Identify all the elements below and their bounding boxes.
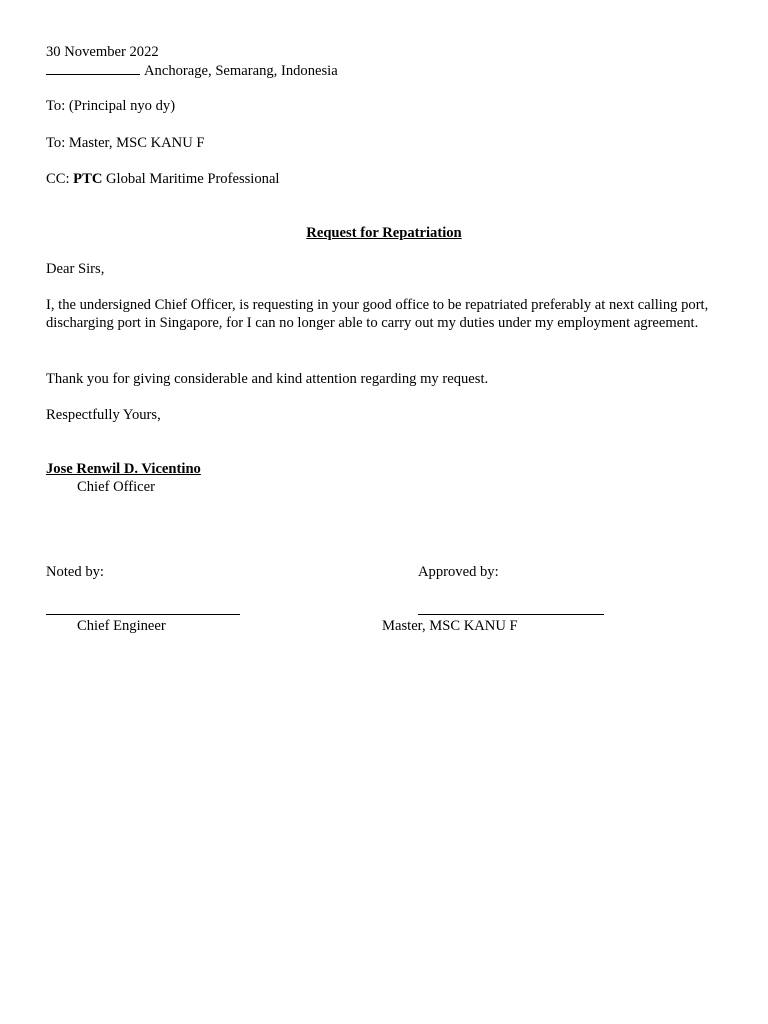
- closing: Respectfully Yours,: [46, 407, 161, 423]
- cc-company-bold: PTC: [73, 171, 103, 187]
- letter-subject: Request for Repatriation: [306, 225, 462, 241]
- location-text: Anchorage, Semarang, Indonesia: [144, 63, 338, 79]
- body-paragraph: I, the undersigned Chief Officer, is requesting in your good office to be repatriated preferably at next calling port, discharging port in Singapore, for I can no longer able to carry out my duties under my employment agreement.: [46, 297, 709, 331]
- signatory-title: Chief Officer: [77, 479, 155, 495]
- recipient-master: To: Master, MSC KANU F: [46, 135, 205, 151]
- cc-prefix: CC:: [46, 171, 74, 187]
- recipient-principal: To: (Principal nyo dy): [46, 98, 176, 114]
- approved-by-label: Approved by:: [418, 564, 499, 580]
- noted-by-role: Chief Engineer: [77, 618, 166, 634]
- location-blank: [46, 61, 140, 75]
- thanks-paragraph: Thank you for giving considerable and kind attention regarding my request.: [46, 371, 489, 387]
- approved-by-signature-line: [418, 614, 604, 615]
- signatory-name: Jose Renwil D. Vicentino: [46, 461, 201, 477]
- cc-line: [46, 170, 279, 188]
- noted-by-signature-line: [46, 614, 240, 615]
- location-line: [46, 61, 338, 80]
- approved-by-role: Master, MSC KANU F: [382, 618, 518, 634]
- letter-date: 30 November 2022: [46, 44, 159, 60]
- cc-company-rest: Global Maritime Professional: [102, 171, 280, 187]
- noted-by-label: Noted by:: [46, 564, 104, 580]
- salutation: Dear Sirs,: [46, 261, 105, 277]
